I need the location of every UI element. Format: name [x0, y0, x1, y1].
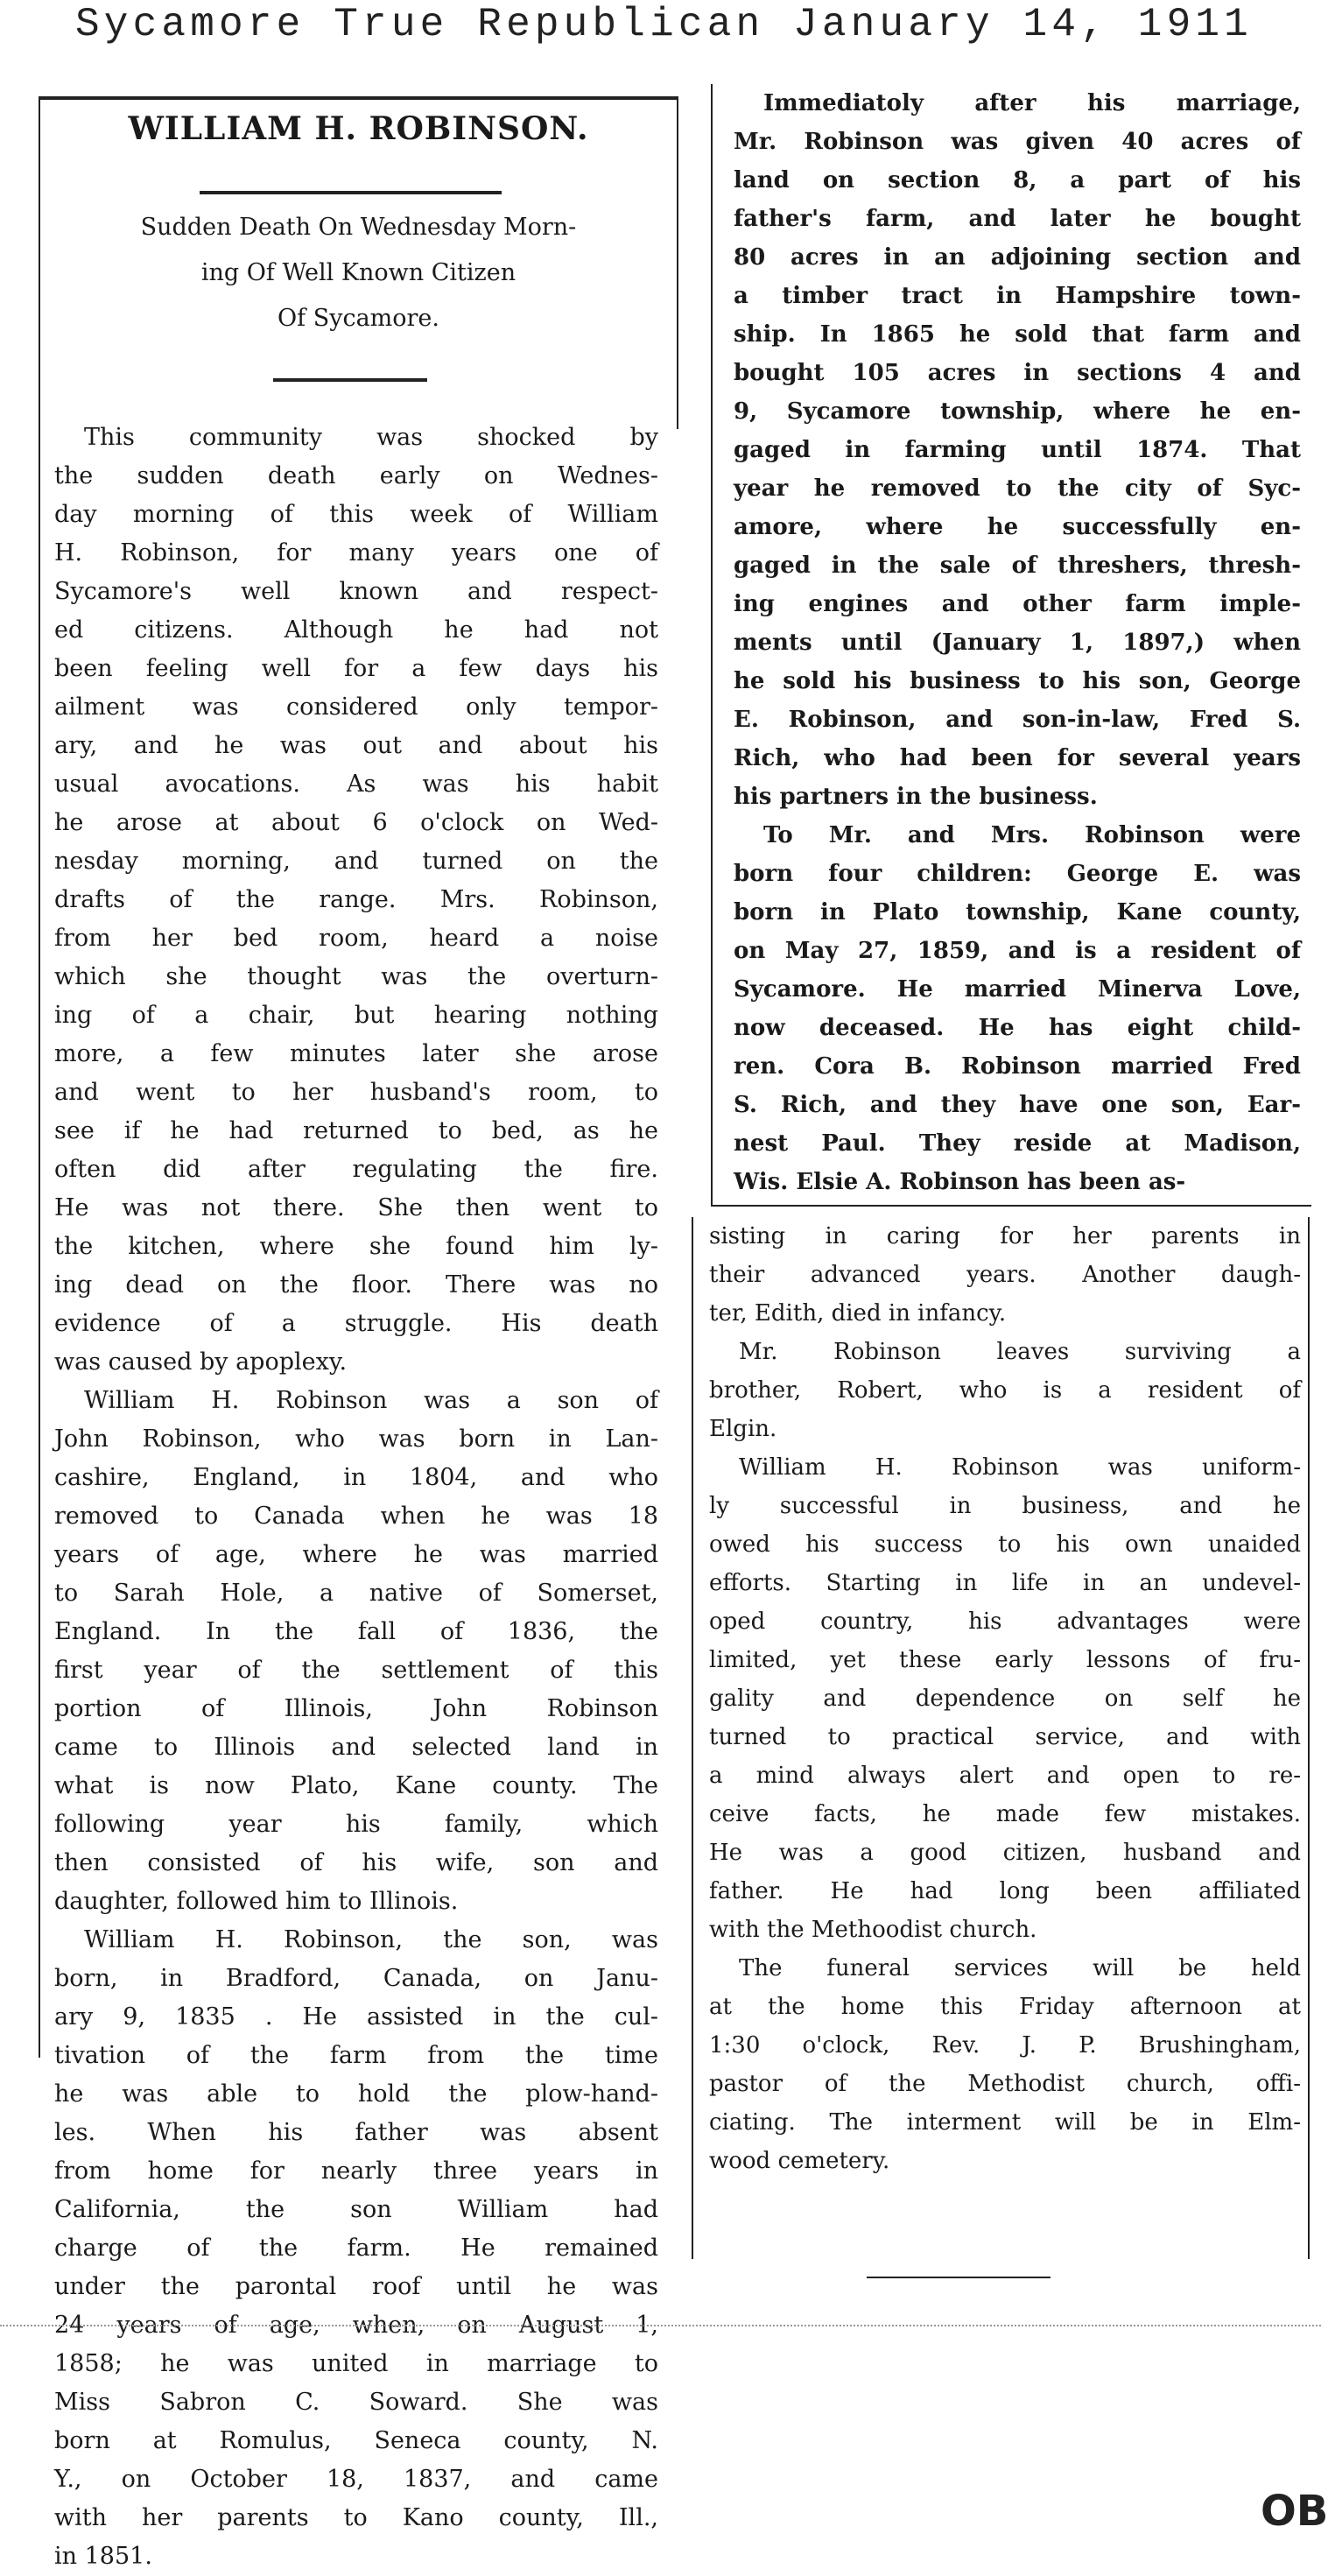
- text-line: and went to her husband's room, to: [54, 1079, 658, 1106]
- text-line: he was able to hold the plow-hand-: [54, 2080, 658, 2108]
- right-article-column-top: [734, 84, 1301, 1201]
- text-line: Mr. Robinson was given 40 acres of: [734, 129, 1301, 155]
- obituary-headline: WILLIAM H. ROBINSON.: [128, 110, 589, 147]
- text-line: from her bed room, heard a noise: [54, 925, 658, 952]
- text-line: he arose at about 6 o'clock on Wed-: [54, 809, 658, 836]
- text-line: To Mr. and Mrs. Robinson were: [763, 822, 1301, 848]
- text-line: born four children: George E. was: [734, 861, 1301, 887]
- left-box-left-border: [39, 96, 40, 2058]
- text-line: charge of the farm. He remained: [54, 2235, 658, 2262]
- text-line: ary, and he was out and about his: [54, 732, 658, 759]
- text-line: a timber tract in Hampshire town-: [734, 283, 1301, 309]
- right-box-bottom-border: [711, 1205, 1311, 1207]
- text-line: ciating. The interment will be in Elm-: [709, 2109, 1301, 2136]
- text-line: gaged in farming until 1874. That: [734, 437, 1301, 463]
- text-line: ter, Edith, died in infancy.: [709, 1300, 1007, 1327]
- text-line: the sudden death early on Wednes-: [54, 462, 658, 489]
- text-line: born in Plato township, Kane county,: [734, 899, 1301, 926]
- text-line: ing dead on the floor. There was no: [54, 1271, 658, 1299]
- text-line: he sold his business to his son, George: [734, 668, 1301, 694]
- text-line: more, a few minutes later she arose: [54, 1040, 658, 1067]
- text-line: 24 years of age, when, on August 1,: [54, 2312, 658, 2339]
- text-line: brother, Robert, who is a resident of: [709, 1377, 1301, 1404]
- text-line: pastor of the Methodist church, offi-: [709, 2071, 1301, 2097]
- text-line: ailment was considered only tempor-: [54, 693, 658, 721]
- text-line: 1:30 o'clock, Rev. J. P. Brushingham,: [709, 2032, 1301, 2059]
- text-line: Y., on October 18, 1837, and came: [54, 2466, 658, 2493]
- headline-rule: [200, 191, 502, 194]
- right-box-left-border: [711, 84, 713, 1205]
- text-line: day morning of this week of William: [54, 501, 658, 528]
- text-line: ceive facts, he made few mistakes.: [709, 1801, 1301, 1827]
- text-line: owed his success to his own unaided: [709, 1531, 1301, 1558]
- text-line: les. When his father was absent: [54, 2119, 658, 2146]
- text-line: usual avocations. As was his habit: [54, 771, 658, 798]
- text-line: bought 105 acres in sections 4 and: [734, 360, 1301, 386]
- text-line: limited, yet these early lessons of fru-: [709, 1647, 1301, 1673]
- text-line: cashire, England, in 1804, and who: [54, 1464, 658, 1491]
- subheadline-rule: [273, 378, 427, 382]
- text-line: years of age, where he was married: [54, 1541, 658, 1568]
- text-line: He was a good citizen, husband and: [709, 1840, 1301, 1866]
- text-line: from home for nearly three years in: [54, 2157, 658, 2185]
- text-line: oped country, his advantages were: [709, 1608, 1301, 1635]
- clipped-fragment-text: OB: [1261, 2487, 1328, 2536]
- text-line: England. In the fall of 1836, the: [54, 1618, 658, 1645]
- text-line: in 1851.: [54, 2543, 152, 2570]
- text-line: his partners in the business.: [734, 784, 1098, 810]
- text-line: wood cemetery.: [709, 2148, 890, 2174]
- dotted-separator: [0, 2325, 1321, 2326]
- text-line: sisting in caring for her parents in: [709, 1223, 1301, 1249]
- text-line: daughter, followed him to Illinois.: [54, 1888, 459, 1915]
- text-line: ed citizens. Although he had not: [54, 616, 658, 644]
- end-rule: [867, 2277, 1050, 2278]
- text-line: ments until (January 1, 1897,) when: [734, 630, 1301, 656]
- text-line: gaged in the sale of threshers, thresh-: [734, 553, 1301, 579]
- text-line: came to Illinois and selected land in: [54, 1734, 658, 1761]
- text-line: removed to Canada when he was 18: [54, 1503, 658, 1530]
- text-line: their advanced years. Another daugh-: [709, 1262, 1301, 1288]
- text-line: to Sarah Hole, a native of Somerset,: [54, 1580, 658, 1607]
- paragraph: [734, 816, 1301, 1201]
- text-line: been feeling well for a few days his: [54, 655, 658, 682]
- text-line: ship. In 1865 he sold that farm and: [734, 321, 1301, 348]
- text-line: ren. Cora B. Robinson married Fred: [734, 1053, 1301, 1080]
- text-line: E. Robinson, and son-in-law, Fred S.: [734, 707, 1301, 733]
- text-line: ing of a chair, but hearing nothing: [54, 1002, 658, 1029]
- text-line: gality and dependence on self he: [709, 1686, 1301, 1712]
- text-line: on May 27, 1859, and is a resident of: [734, 938, 1301, 964]
- text-line: with the Methoodist church.: [709, 1917, 1037, 1943]
- text-line: see if he had returned to bed, as he: [54, 1117, 658, 1144]
- right-lower-box-left-border: [692, 1217, 693, 2259]
- text-line: 80 acres in an adjoining section and: [734, 244, 1301, 271]
- paragraph: [709, 1448, 1301, 1949]
- text-line: what is now Plato, Kane county. The: [54, 1772, 658, 1799]
- text-line: portion of Illinois, John Robinson: [54, 1695, 658, 1722]
- text-line: Elgin.: [709, 1416, 777, 1442]
- text-line: which she thought was the overturn-: [54, 963, 658, 990]
- subheadline-line: Sudden Death On Wednesday Morn-: [140, 214, 577, 241]
- text-line: California, the son William had: [54, 2196, 658, 2223]
- text-line: land on section 8, a part of his: [734, 167, 1301, 194]
- text-line: then consisted of his wife, son and: [54, 1849, 658, 1876]
- text-line: William H. Robinson was uniform-: [739, 1454, 1301, 1481]
- text-line: Immediatoly after his marriage,: [763, 90, 1301, 116]
- text-line: Miss Sabron C. Soward. She was: [54, 2389, 658, 2416]
- text-line: Mr. Robinson leaves surviving a: [739, 1339, 1301, 1365]
- paragraph: [709, 1217, 1301, 1333]
- text-line: Sycamore. He married Minerva Love,: [734, 976, 1301, 1003]
- subheadline-line: ing Of Well Known Citizen: [200, 259, 516, 286]
- text-line: H. Robinson, for many years one of: [54, 539, 658, 567]
- text-line: Sycamore's well known and respect-: [54, 578, 658, 605]
- text-line: John Robinson, who was born in Lan-: [54, 1425, 658, 1453]
- left-box-top-border: [39, 96, 678, 100]
- text-line: at the home this Friday afternoon at: [709, 1994, 1301, 2020]
- text-line: William H. Robinson, the son, was: [84, 1926, 658, 1953]
- text-line: He was not there. She then went to: [54, 1194, 658, 1221]
- text-line: born, in Bradford, Canada, on Janu-: [54, 1965, 658, 1992]
- left-article-column: [54, 419, 658, 2576]
- text-line: born at Romulus, Seneca county, N.: [54, 2427, 658, 2454]
- text-line: turned to practical service, and with: [709, 1724, 1301, 1750]
- text-line: drafts of the range. Mrs. Robinson,: [54, 886, 658, 913]
- text-line: ly successful in business, and he: [709, 1493, 1301, 1519]
- text-line: tivation of the farm from the time: [54, 2042, 658, 2069]
- text-line: evidence of a struggle. His death: [54, 1310, 658, 1337]
- text-line: father's farm, and later he bought: [734, 206, 1301, 232]
- text-line: 9, Sycamore township, where he en-: [734, 398, 1301, 425]
- text-line: the kitchen, where she found him ly-: [54, 1233, 658, 1260]
- text-line: Wis. Elsie A. Robinson has been as-: [734, 1169, 1186, 1195]
- text-line: efforts. Starting in life in an undevel-: [709, 1570, 1301, 1596]
- newspaper-masthead: Sycamore True Republican January 14, 1911: [75, 2, 1253, 47]
- paragraph: [54, 1921, 658, 2576]
- text-line: was caused by apoplexy.: [54, 1348, 348, 1376]
- text-line: amore, where he successfully en-: [734, 514, 1301, 540]
- subheadline-line: Of Sycamore.: [277, 305, 439, 332]
- paragraph: [54, 419, 658, 1382]
- paragraph: [709, 1949, 1301, 2180]
- text-line: a mind always alert and open to re-: [709, 1763, 1301, 1789]
- text-line: Rich, who had been for several years: [734, 745, 1301, 771]
- text-line: year he removed to the city of Syc-: [734, 475, 1301, 502]
- text-line: William H. Robinson was a son of: [84, 1387, 658, 1414]
- paragraph: [709, 1333, 1301, 1448]
- text-line: ary 9, 1835 . He assisted in the cul-: [54, 2003, 658, 2031]
- text-line: 1858; he was united in marriage to: [54, 2350, 658, 2377]
- text-line: often did after regulating the fire.: [54, 1156, 658, 1183]
- text-line: nest Paul. They reside at Madison,: [734, 1130, 1301, 1157]
- right-article-column-bottom: [709, 1217, 1301, 2180]
- text-line: first year of the settlement of this: [54, 1657, 658, 1684]
- right-lower-box-right-border: [1308, 1217, 1310, 2259]
- text-line: now deceased. He has eight child-: [734, 1015, 1301, 1041]
- text-line: The funeral services will be held: [739, 1955, 1301, 1981]
- paragraph: [54, 1382, 658, 1921]
- text-line: This community was shocked by: [84, 424, 658, 451]
- text-line: ing engines and other farm imple-: [734, 591, 1301, 617]
- text-line: following year his family, which: [54, 1811, 658, 1838]
- text-line: with her parents to Kano county, Ill.,: [54, 2504, 658, 2531]
- text-line: under the parontal roof until he was: [54, 2273, 658, 2300]
- text-line: father. He had long been affiliated: [709, 1878, 1301, 1904]
- text-line: S. Rich, and they have one son, Ear-: [734, 1092, 1301, 1118]
- paragraph: [734, 84, 1301, 816]
- text-line: nesday morning, and turned on the: [54, 848, 658, 875]
